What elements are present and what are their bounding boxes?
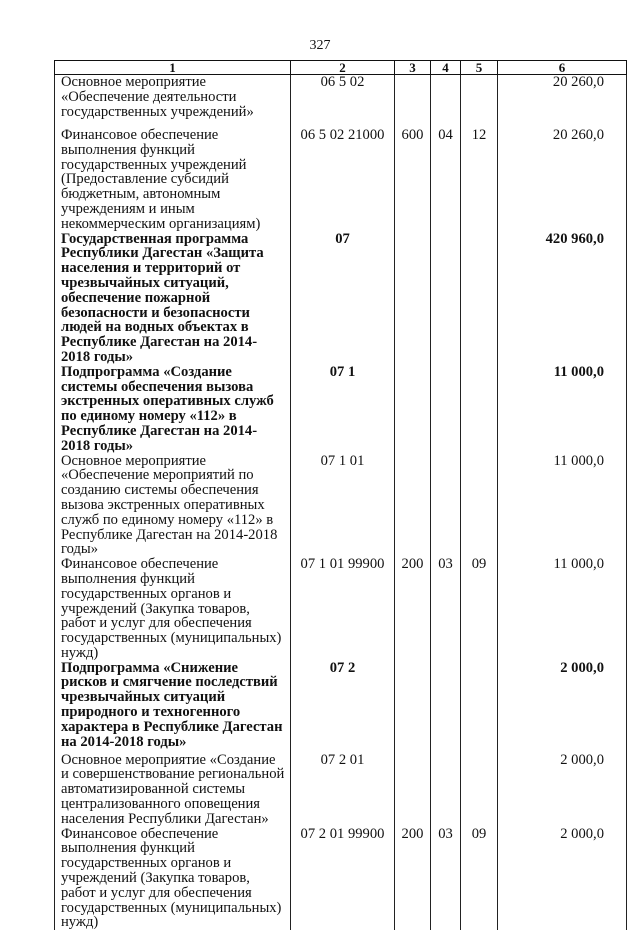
row-amount: 420 960,0 [498, 232, 627, 365]
row-name: Основное мероприятие «Обеспечение мероприятий по созданию системы обеспечения вызова экстренных оперативных служб по единому номеру «112» в Республике Дагестан на 2014-2018 годы» [55, 454, 291, 558]
table-row [55, 365, 627, 454]
row-amount: 11 000,0 [498, 454, 627, 558]
table-row [55, 454, 627, 558]
row-pr [461, 365, 498, 454]
row-code: 07 [291, 232, 395, 365]
row-pr [461, 753, 498, 827]
row-amount: 20 260,0 [498, 128, 627, 232]
row-amount: 2 000,0 [498, 827, 627, 930]
row-vr [395, 661, 431, 753]
row-pr: 09 [461, 557, 498, 661]
row-vr [395, 232, 431, 365]
table-row [55, 661, 627, 753]
header-col-2: 2 [291, 61, 395, 75]
row-pr [461, 661, 498, 753]
row-name: Подпрограмма «Создание системы обеспечения вызова экстренных оперативных служб по единому номеру «112» в Республике Дагестан на 2014-2018 годы» [55, 365, 291, 454]
row-pr: 12 [461, 128, 498, 232]
table-row [55, 827, 627, 930]
row-rz [431, 365, 461, 454]
row-code: 07 1 [291, 365, 395, 454]
row-code: 07 2 [291, 661, 395, 753]
row-code: 07 2 01 [291, 753, 395, 827]
row-pr [461, 454, 498, 558]
row-rz: 04 [431, 128, 461, 232]
row-vr [395, 365, 431, 454]
table-header [55, 61, 627, 75]
row-code: 07 2 01 99900 [291, 827, 395, 930]
row-code: 06 5 02 [291, 75, 395, 129]
table-row [55, 128, 627, 232]
row-vr [395, 75, 431, 129]
row-rz [431, 753, 461, 827]
row-name: Основное мероприятие «Обеспечение деятельности государственных учреждений» [55, 75, 291, 129]
header-col-6: 6 [498, 61, 627, 75]
row-rz [431, 75, 461, 129]
header-col-1: 1 [55, 61, 291, 75]
row-rz: 03 [431, 827, 461, 930]
row-code: 06 5 02 21000 [291, 128, 395, 232]
row-rz [431, 661, 461, 753]
row-amount: 2 000,0 [498, 753, 627, 827]
row-rz [431, 454, 461, 558]
row-vr: 600 [395, 128, 431, 232]
row-vr: 200 [395, 557, 431, 661]
row-name: Финансовое обеспечение выполнения функций государственных учреждений (Предоставление субсидий бюджетным, автономным учреждениям и иным некоммерческим организациям) [55, 128, 291, 232]
table-body [55, 75, 627, 930]
row-amount: 20 260,0 [498, 75, 627, 129]
row-code: 07 1 01 [291, 454, 395, 558]
row-rz: 03 [431, 557, 461, 661]
row-name: Основное мероприятие «Создание и совершенствование региональной автоматизированной системы централизованного оповещения населения Республики Дагестан» [55, 753, 291, 827]
row-name: Подпрограмма «Снижение рисков и смягчение последствий чрезвычайных ситуаций природного и техногенного характера в Республике Дагестан на 2014-2018 годы» [55, 661, 291, 753]
row-vr [395, 454, 431, 558]
table-row [55, 232, 627, 365]
header-col-5: 5 [461, 61, 498, 75]
row-name: Финансовое обеспечение выполнения функций государственных органов и учреждений (Закупка товаров, работ и услуг для обеспечения государственных (муниципальных) нужд) [55, 827, 291, 930]
row-amount: 2 000,0 [498, 661, 627, 753]
table-row [55, 75, 627, 129]
budget-table [54, 60, 627, 930]
table-row [55, 557, 627, 661]
header-col-4: 4 [431, 61, 461, 75]
row-code: 07 1 01 99900 [291, 557, 395, 661]
row-name: Финансовое обеспечение выполнения функций государственных органов и учреждений (Закупка товаров, работ и услуг для обеспечения государственных (муниципальных) нужд) [55, 557, 291, 661]
row-pr: 09 [461, 827, 498, 930]
header-col-3: 3 [395, 61, 431, 75]
page-number: 327 [0, 38, 640, 54]
row-vr: 200 [395, 827, 431, 930]
row-vr [395, 753, 431, 827]
row-name: Государственная программа Республики Дагестан «Защита населения и территорий от чрезвычайных ситуаций, обеспечение пожарной безопасности и безопасности людей на водных объектах в Республике Дагестан на 2014-2018 годы» [55, 232, 291, 365]
row-pr [461, 232, 498, 365]
row-pr [461, 75, 498, 129]
row-amount: 11 000,0 [498, 557, 627, 661]
table-row [55, 753, 627, 827]
row-amount: 11 000,0 [498, 365, 627, 454]
row-rz [431, 232, 461, 365]
